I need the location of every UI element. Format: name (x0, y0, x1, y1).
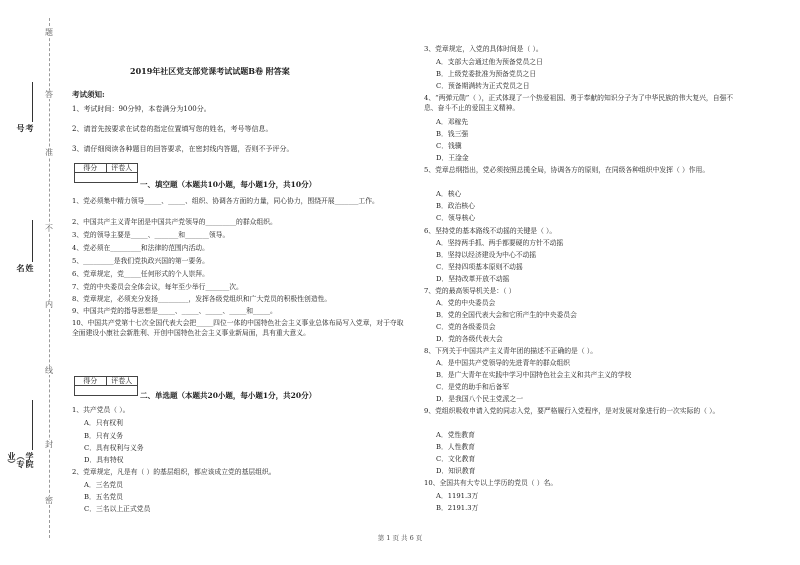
choice-question: 4、“两弹元勋”（ ），正式体现了一个热爱祖国、勇于奉献的知识分子为了中华民族的伟大复兴，自强不息、奋斗不止的爱国主义精神。 (424, 94, 734, 112)
notice-title: 考试须知: (72, 90, 105, 99)
choice-question: 8、下列关于中国共产主义青年团的描述不正确的是（ ）。 (424, 347, 598, 355)
exam-title: 2019年社区党支部党课考试试题B卷 附答案 (130, 66, 290, 76)
page-footer: 第 1 页 共 6 页 (377, 534, 423, 542)
choice-option[interactable]: A．坚持两手抓、两手都要硬的方针不动摇 (436, 239, 564, 247)
choice-option[interactable]: D．具有特权 (84, 456, 124, 464)
fill-question: 10、中国共产党第十七次全国代表大会把_____四位一体的中国特色社会主义事业总体布局写入党章，对于夺取全面建设小康社会新胜利、开创中国特色社会主义事业新局面，具有重大意义。 (72, 319, 404, 337)
choice-option[interactable]: A．支部大会通过他为预备党员之日 (436, 58, 543, 66)
seal-char: 准 (42, 148, 56, 157)
college-line[interactable] (32, 400, 33, 450)
fill-question: 6、党章规定，党_____任何形式的个人崇拜。 (72, 270, 209, 278)
choice-question: 2、党章规定，凡是有（ ）的基层组织，都应该成立党的基层组织。 (72, 468, 276, 476)
choice-option[interactable]: B．五名党员 (84, 493, 123, 501)
choice-option[interactable]: A．只有权利 (84, 419, 123, 427)
choice-option[interactable]: A．邓稼先 (436, 118, 469, 126)
seal-char: 线 (42, 366, 56, 375)
choice-option[interactable]: B．坚持以经济建设为中心不动摇 (436, 251, 537, 259)
college-label: 学院（专业） (7, 452, 35, 468)
section2-title: 二、单选题（本题共20小题，每小题1分，共20分） (140, 391, 317, 400)
choice-option[interactable]: A．三名党员 (84, 481, 123, 489)
choice-option[interactable]: D．党的各级代表大会 (436, 335, 503, 343)
choice-option[interactable]: D．王淦金 (436, 154, 469, 162)
choice-option[interactable]: B．上级党委批准为预备党员之日 (436, 70, 537, 78)
fill-question: 1、党必须集中精力领导_____、_____、组织、协调各方面的力量，同心协力，围绕开展_______工作。 (72, 197, 379, 205)
name-line[interactable] (32, 220, 33, 262)
fill-question: 3、党的领导主要是_____、_______和_______领导。 (72, 231, 230, 239)
score-box-2 (74, 376, 138, 396)
seal-char: 不 (42, 224, 56, 233)
choice-question: 3、党章规定，入党的具体时间是（ ）。 (424, 45, 543, 53)
choice-option[interactable]: C．是党的助手和后备军 (436, 383, 510, 391)
name-label: 姓名 (16, 264, 35, 272)
choice-option[interactable]: A．核心 (436, 190, 462, 198)
fill-question: 7、党的中央委员会全体会议，每年至少举行_______次。 (72, 283, 243, 291)
choice-option[interactable]: C．预备期满转为正式党员之日 (436, 82, 530, 90)
choice-question: 9、党组织吸收申请入党的同志入党，要严格履行入党程序，是对发展对象进行的一次实际的（ ）。 (424, 407, 720, 415)
seal-char: 题 (42, 28, 56, 37)
choice-question: 10、全国共有大专以上学历的党员（ ）名。 (424, 479, 558, 487)
choice-option[interactable]: B．只有义务 (84, 432, 123, 440)
choice-option[interactable]: B．人性教育 (436, 443, 475, 451)
notice-item: 2、请首先按要求在试卷的指定位置填写您的姓名，考号等信息。 (72, 125, 273, 133)
score-label: 得分 (75, 377, 107, 386)
choice-option[interactable]: A．1191.3万 (436, 492, 479, 500)
choice-option[interactable]: D．知识教育 (436, 467, 476, 475)
choice-option[interactable]: B．党的全国代表大会和它所产生的中央委员会 (436, 311, 577, 319)
seal-char: 封 (42, 440, 56, 449)
choice-question: 7、党的最高领导机关是：（ ） (424, 287, 516, 295)
fill-question: 4、党必须在_________和法律的范围内活动。 (72, 244, 209, 252)
fill-question: 9、中国共产党的指导思想是_____、_____、_____、_____和_____。 (72, 307, 277, 315)
exam-number-label: 考号 (16, 124, 35, 132)
choice-option[interactable]: D．坚持改革开放不动摇 (436, 275, 510, 283)
choice-option[interactable]: C．党的各级委员会 (436, 323, 496, 331)
fill-question: 5、_________是我们党执政兴国的第一要务。 (72, 257, 209, 265)
choice-option[interactable]: C．钱骥 (436, 142, 462, 150)
score-box-1 (74, 163, 138, 183)
grader-label: 评卷人 (107, 377, 138, 386)
choice-option[interactable]: A．是中国共产党领导的先进青年的群众组织 (436, 359, 571, 367)
seal-char: 答 (42, 90, 56, 99)
seal-char: 密 (42, 496, 56, 505)
choice-question: 6、坚持党的基本路线不动摇的关键是（ ）。 (424, 227, 557, 235)
fill-question: 8、党章规定，必须充分发扬_________，发挥各级党组织和广大党员的积极性创造性。 (72, 295, 332, 303)
choice-option[interactable]: A．党的中央委员会 (436, 299, 496, 307)
binding-margin (0, 0, 62, 565)
choice-option[interactable]: B．是广大青年在实践中学习中国特色社会主义和共产主义的学校 (436, 371, 632, 379)
choice-option[interactable]: C．领导核心 (436, 214, 476, 222)
choice-question: 5、党章总纲指出，党必须按照总揽全局，协调各方的原则，在同级各种组织中发挥（ ）作用。 (424, 166, 710, 174)
section1-title: 一、填空题（本题共10小题，每小题1分，共10分） (140, 180, 317, 189)
exam-number-line[interactable] (32, 82, 33, 122)
choice-question: 1、共产党员（ ）。 (72, 406, 130, 414)
grader-label: 评卷人 (107, 164, 138, 173)
score-label: 得分 (75, 164, 107, 173)
choice-option[interactable]: C．三名以上正式党员 (84, 505, 151, 513)
choice-option[interactable]: C．文化教育 (436, 455, 476, 463)
choice-option[interactable]: C．具有权利与义务 (84, 444, 144, 452)
choice-option[interactable]: B．钱三强 (436, 130, 469, 138)
choice-option[interactable]: A．党性教育 (436, 431, 475, 439)
notice-item: 1、考试时间：90分钟，本卷满分为100分。 (72, 105, 211, 113)
choice-option[interactable]: B．政治核心 (436, 202, 475, 210)
notice-item: 3、请仔细阅读各种题目的回答要求，在密封线内答题，否则不予评分。 (72, 145, 294, 153)
choice-option[interactable]: D．是我国八个民主党派之一 (436, 395, 524, 403)
choice-option[interactable]: B．2191.3万 (436, 504, 479, 512)
seal-char: 内 (42, 300, 56, 309)
fill-question: 2、中国共产主义青年团是中国共产党领导的_________的群众组织。 (72, 218, 277, 226)
choice-option[interactable]: C．坚持四项基本原则不动摇 (436, 263, 523, 271)
